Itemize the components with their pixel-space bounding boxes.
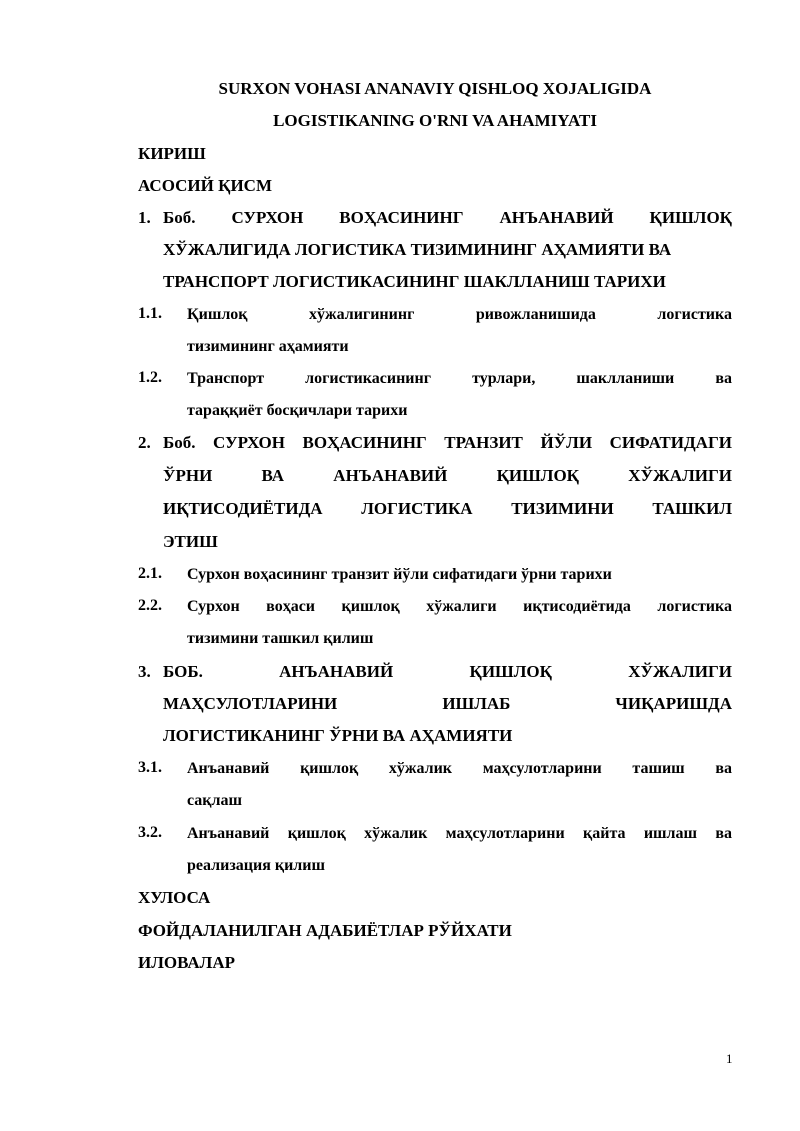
page-number: 1 [726, 1051, 733, 1066]
heading-references: ФОЙДАЛАНИЛГАН АДАБИЁТЛАР РЎЙХАТИ [138, 921, 512, 940]
section-number: 1.2. [138, 369, 162, 386]
chapter-number: 2. [138, 433, 151, 452]
heading-introduction: КИРИШ [138, 144, 206, 163]
heading-main-part: АСОСИЙ ҚИСМ [138, 176, 272, 195]
chapter-title-line: ЎРНИ ВА АНЪАНАВИЙ ҚИШЛОҚ ХЎЖАЛИГИ [163, 466, 732, 485]
chapter-title-line: ИҚТИСОДИЁТИДА ЛОГИСТИКА ТИЗИМИНИ ТАШКИЛ [163, 499, 732, 518]
chapter-title-line: ЭТИШ [163, 532, 218, 551]
chapter-title-line: ТРАНСПОРТ ЛОГИСТИКАСИНИНГ ШАКЛЛАНИШ ТАРИХИ [163, 272, 666, 291]
chapter-title-line: Боб. СУРХОН ВОҲАСИНИНГ ТРАНЗИТ ЙЎЛИ СИФАТИДАГИ [163, 433, 732, 452]
section-number: 1.1. [138, 305, 162, 322]
section-title-line: Анъанавий қишлоқ хўжалик маҳсулотларини қайта ишлаш ва [187, 825, 732, 842]
chapter-number: 1. [138, 208, 151, 227]
section-title-line: Қишлоқ хўжалигининг ривожланишида логистика [187, 306, 732, 323]
chapter-title-line: БОБ. АНЪАНАВИЙ ҚИШЛОҚ ХЎЖАЛИГИ [163, 662, 732, 681]
section-title-line: Сурхон воҳасининг транзит йўли сифатидаги ўрни тарихи [187, 566, 612, 583]
heading-conclusion: ХУЛОСА [138, 888, 211, 907]
chapter-number: 3. [138, 662, 151, 681]
section-title-line: тизимини ташкил қилиш [187, 630, 374, 647]
document-title-line-2: LOGISTIKANING O'RNI VA AHAMIYATI [273, 111, 597, 130]
section-title-line: тараққиёт босқичлари тарихи [187, 402, 408, 419]
section-title-line: Анъанавий қишлоқ хўжалик маҳсулотларини ташиш ва [187, 760, 732, 777]
chapter-title-line: Боб. СУРХОН ВОҲАСИНИНГ АНЪАНАВИЙ ҚИШЛОҚ [163, 208, 732, 227]
section-title-line: сақлаш [187, 792, 242, 809]
section-number: 2.1. [138, 565, 162, 582]
document-title-line-1: SURXON VOHASI ANANAVIY QISHLOQ XOJALIGIDA [218, 79, 652, 98]
section-number: 3.1. [138, 759, 162, 776]
section-title-line: Сурхон воҳаси қишлоқ хўжалиги иқтисодиётида логистика [187, 598, 732, 615]
chapter-title-line: ЛОГИСТИКАНИНГ ЎРНИ ВА АҲАМИЯТИ [163, 726, 513, 745]
section-title-line: реализация қилиш [187, 857, 325, 874]
section-number: 3.2. [138, 824, 162, 841]
section-title-line: тизимининг аҳамияти [187, 338, 349, 355]
heading-appendices: ИЛОВАЛАР [138, 953, 235, 972]
section-number: 2.2. [138, 597, 162, 614]
chapter-title-line: ХЎЖАЛИГИДА ЛОГИСТИКА ТИЗИМИНИНГ АҲАМИЯТИ ВА [163, 240, 672, 259]
section-title-line: Транспорт логистикасининг турлари, шаклланиши ва [187, 370, 732, 387]
chapter-title-line: МАҲСУЛОТЛАРИНИ ИШЛАБ ЧИҚАРИШДА [163, 694, 732, 713]
